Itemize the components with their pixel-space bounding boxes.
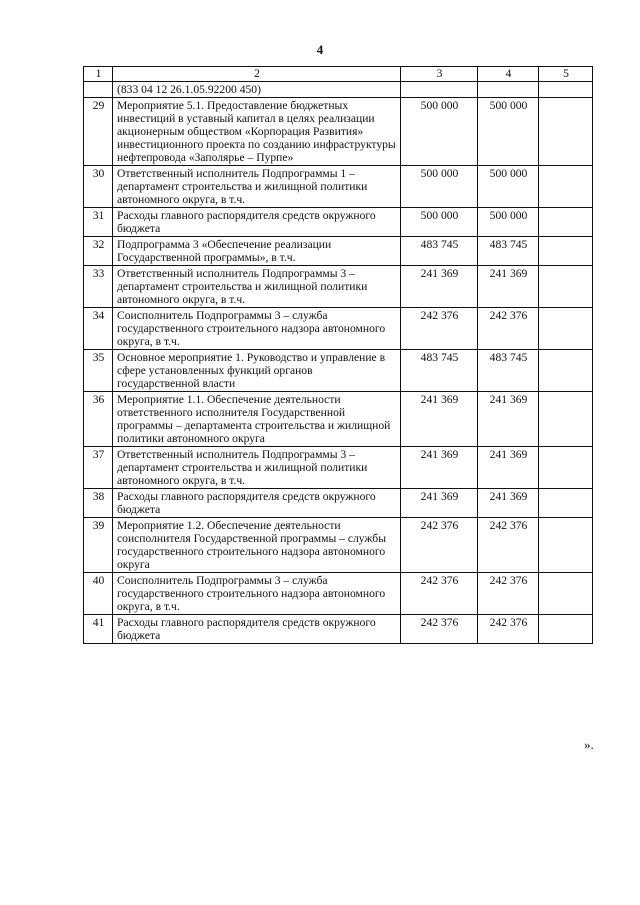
row-name: Мероприятие 5.1. Предоставление бюджетных инвестиций в уставный капитал в целях реализации акционерным обществом «Корпорация Развития» инвестиционного проекта по созданию инфраструктуры нефтепровода «Заполярье – Пурпе» [113, 98, 401, 166]
row-value-col5 [539, 166, 593, 208]
row-number: 33 [84, 266, 113, 308]
row-value-col4: 242 376 [478, 518, 539, 573]
row-value-col4: 500 000 [478, 208, 539, 237]
row-number: 34 [84, 308, 113, 350]
header-row [84, 67, 593, 82]
row-number: 36 [84, 392, 113, 447]
header-cell-2: 2 [113, 67, 401, 82]
row-value-col4: 242 376 [478, 615, 539, 644]
row-number: 35 [84, 350, 113, 392]
row-value-col4: 242 376 [478, 573, 539, 615]
continuation-cell-5 [539, 82, 593, 98]
table-row [84, 266, 593, 308]
row-number: 39 [84, 518, 113, 573]
row-value-col5 [539, 350, 593, 392]
row-name: Подпрограмма 3 «Обеспечение реализации Государственной программы», в т.ч. [113, 237, 401, 266]
table-row [84, 518, 593, 573]
row-name: Расходы главного распорядителя средств окружного бюджета [113, 208, 401, 237]
row-number: 40 [84, 573, 113, 615]
page-number: 4 [316, 42, 324, 57]
row-value-col5 [539, 308, 593, 350]
row-value-col4: 241 369 [478, 447, 539, 489]
table-row [84, 208, 593, 237]
row-value-col4: 241 369 [478, 266, 539, 308]
row-value-col4: 500 000 [478, 98, 539, 166]
row-value-col5 [539, 573, 593, 615]
row-value-col5 [539, 98, 593, 166]
row-value-col3: 483 745 [401, 350, 478, 392]
row-value-col4: 241 369 [478, 392, 539, 447]
row-number: 31 [84, 208, 113, 237]
row-name: Мероприятие 1.2. Обеспечение деятельности соисполнителя Государственной программы – службы государственного строительного надзора автономного округа [113, 518, 401, 573]
continuation-cell-3 [401, 82, 478, 98]
row-value-col3: 241 369 [401, 392, 478, 447]
row-value-col3: 483 745 [401, 237, 478, 266]
row-value-col3: 500 000 [401, 98, 478, 166]
row-value-col3: 241 369 [401, 489, 478, 518]
continuation-row [84, 82, 593, 98]
row-number: 30 [84, 166, 113, 208]
continuation-num-cell [84, 82, 113, 98]
row-value-col4: 241 369 [478, 489, 539, 518]
table-body [84, 67, 593, 644]
row-value-col3: 242 376 [401, 518, 478, 573]
row-value-col5 [539, 447, 593, 489]
continuation-cell-4 [478, 82, 539, 98]
header-cell-1: 1 [84, 67, 113, 82]
row-name: Мероприятие 1.1. Обеспечение деятельности ответственного исполнителя Государственной программы – департамента строительства и жилищной политики автономного округа [113, 392, 401, 447]
row-value-col3: 241 369 [401, 266, 478, 308]
table-row [84, 237, 593, 266]
row-name: Ответственный исполнитель Подпрограммы 3 – департамент строительства и жилищной политики автономного округа, в т.ч. [113, 447, 401, 489]
header-cell-5: 5 [539, 67, 593, 82]
row-name: Соисполнитель Подпрограммы 3 – служба государственного строительного надзора автономного округа, в т.ч. [113, 308, 401, 350]
row-value-col5 [539, 392, 593, 447]
row-number: 38 [84, 489, 113, 518]
row-value-col3: 242 376 [401, 615, 478, 644]
table-row [84, 573, 593, 615]
row-name: Расходы главного распорядителя средств окружного бюджета [113, 615, 401, 644]
row-value-col5 [539, 518, 593, 573]
table-row [84, 166, 593, 208]
row-value-col3: 500 000 [401, 166, 478, 208]
table-row [84, 392, 593, 447]
table-row [84, 308, 593, 350]
row-name: Соисполнитель Подпрограммы 3 – служба государственного строительного надзора автономного округа, в т.ч. [113, 573, 401, 615]
table-row [84, 350, 593, 392]
header-cell-4: 4 [478, 67, 539, 82]
table-row [84, 447, 593, 489]
row-name: Основное мероприятие 1. Руководство и управление в сфере установленных функций органов государственной власти [113, 350, 401, 392]
row-name: Расходы главного распорядителя средств окружного бюджета [113, 489, 401, 518]
row-value-col5 [539, 489, 593, 518]
row-value-col5 [539, 237, 593, 266]
row-name: Ответственный исполнитель Подпрограммы 1 – департамент строительства и жилищной политики автономного округа, в т.ч. [113, 166, 401, 208]
row-number: 32 [84, 237, 113, 266]
header-cell-3: 3 [401, 67, 478, 82]
budget-table [83, 66, 593, 644]
row-value-col4: 500 000 [478, 166, 539, 208]
table-row [84, 98, 593, 166]
end-quote-mark: ». [584, 737, 594, 752]
table-row [84, 489, 593, 518]
table-row [84, 615, 593, 644]
row-number: 29 [84, 98, 113, 166]
row-value-col3: 242 376 [401, 308, 478, 350]
row-value-col5 [539, 615, 593, 644]
continuation-code: (833 04 12 26.1.05.92200 450) [113, 82, 401, 98]
row-number: 41 [84, 615, 113, 644]
row-value-col4: 242 376 [478, 308, 539, 350]
row-value-col5 [539, 208, 593, 237]
row-value-col5 [539, 266, 593, 308]
row-value-col3: 241 369 [401, 447, 478, 489]
row-number: 37 [84, 447, 113, 489]
row-name: Ответственный исполнитель Подпрограммы 3 – департамент строительства и жилищной политики автономного округа, в т.ч. [113, 266, 401, 308]
row-value-col3: 242 376 [401, 573, 478, 615]
row-value-col4: 483 745 [478, 350, 539, 392]
row-value-col3: 500 000 [401, 208, 478, 237]
row-value-col4: 483 745 [478, 237, 539, 266]
